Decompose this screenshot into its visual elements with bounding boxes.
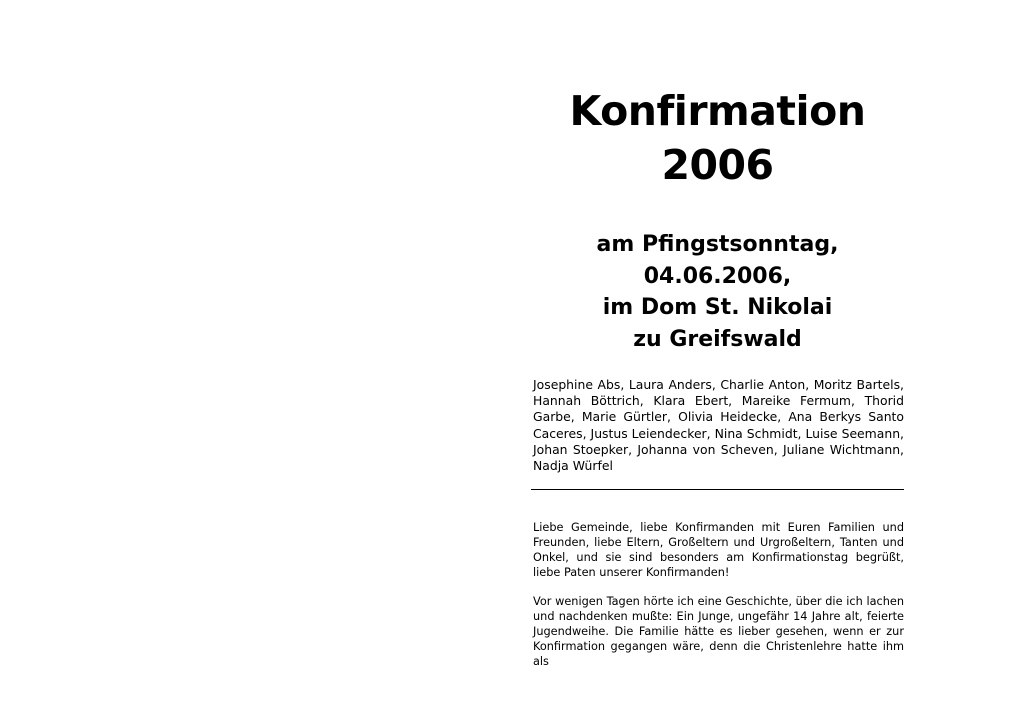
title-line-1: Konfirmation xyxy=(569,87,866,135)
subtitle-line-2: 04.06.2006, xyxy=(643,263,792,289)
page-title xyxy=(531,84,904,192)
story-paragraph: Vor wenigen Tagen hörte ich eine Geschichte, über die ich lachen und nachdenken mußte: Ein Junge, ungefähr 14 Jahre alt, feierte Jugendweihe. Die Familie hätte es lieber gesehen, wenn er zur Konfirmation gegangen wäre, denn die Christenlehre hatte ihm als xyxy=(533,595,904,668)
subtitle-line-4: zu Greifswald xyxy=(633,326,802,352)
event-details xyxy=(531,229,904,355)
subtitle-line-3: im Dom St. Nikolai xyxy=(602,295,833,320)
confirmand-names: Josephine Abs, Laura Anders, Charlie Anton, Moritz Bartels, Hannah Böttrich, Klara Ebert, Mareike Fermum, Thorid Garbe, Marie Gürtler, Olivia Heidecke, Ana Berkys Santo Caceres, Justus Leiendecker, Nina Schmidt, Luise Seemann, Johan Stoepker, Johanna von Scheven, Juliane Wichtmann, Nadja Würfel xyxy=(533,377,904,474)
divider-line xyxy=(531,489,904,490)
greeting-paragraph: Liebe Gemeinde, liebe Konfirmanden mit Euren Familien und Freunden, liebe Eltern, Großeltern und Urgroßeltern, Tanten und Onkel, und sie sind besonders am Konfirmationstag begrüßt, liebe Paten unserer Konfirmanden! xyxy=(533,521,904,579)
document-page xyxy=(531,0,904,724)
subtitle-line-1: am Pfingstsonntag, xyxy=(596,232,839,257)
title-line-2: 2006 xyxy=(661,141,774,189)
